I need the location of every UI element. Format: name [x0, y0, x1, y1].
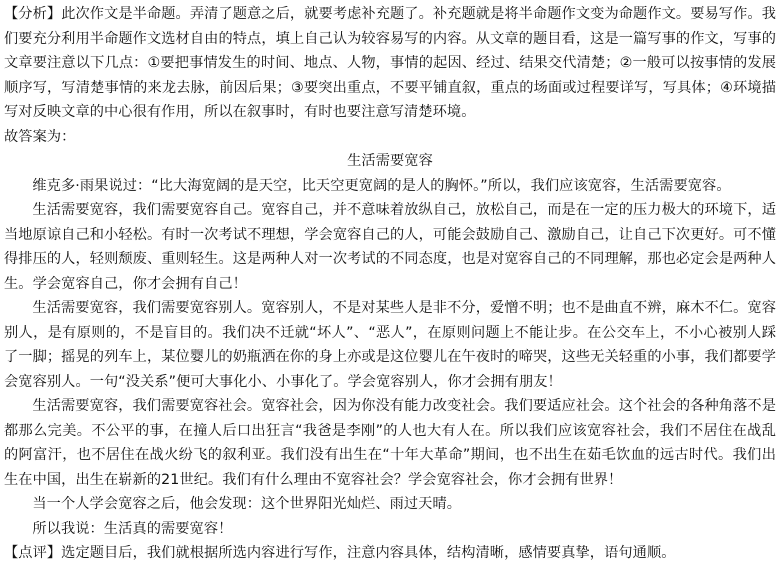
comment-label: 【点评】: [4, 545, 62, 561]
essay-paragraph-3: 生活需要宽容，我们需要宽容别人。宽容别人，不是对某些人是非不分，爱憎不明；也不是曲直不辨，麻木不仁。宽容别人，是有原则的，不是盲目的。我们决不迁就“坏人”、“恶人”，在原则问题上不能让步。在公交车上，不小心被别人踩了一脚；摇晃的列车上，某位婴儿的奶瓶洒在你的身上亦或是这位婴儿在午夜时的啼哭，这些无关轻重的小事，我们都要学会宽容别人。一句“没关系”便可大事化小、小事化了。学会宽容别人，你才会拥有朋友！: [4, 300, 776, 390]
analysis-paragraph: [4, 2, 776, 125]
essay-paragraph-4: 生活需要宽容，我们需要宽容社会。宽容社会，因为你没有能力改变社会。我们要适应社会。这个社会的各种角落不是都那么完美。不公平的事，在撞人后口出狂言“我爸是李刚”的人也大有人在。所以我们应该宽容社会，我们不居住在战乱的阿富汗，也不居住在战火纷飞的叙利亚。我们没有出生在“十年大革命”期间，也不出生在茹毛饮血的远古时代。我们出生在中国，出生在崭新的21世纪。我们有什么理由不宽容社会？学会宽容社会，你才会拥有世界！: [4, 398, 776, 488]
essay-paragraph-5: 当一个人学会宽容之后，他会发现：这个世界阳光灿烂、雨过天晴。: [32, 496, 462, 512]
answer-label: 故答案为：: [4, 128, 76, 145]
essay-title: 生活需要宽容: [347, 153, 433, 169]
essay-paragraph-6: 所以我说：生活真的需要宽容！: [32, 520, 233, 537]
essay-paragraph-2: 生活需要宽容，我们需要宽容自己。宽容自己，并不意味着放纵自己，放松自己，而是在一定的压力极大的环境下，适当地原谅自己和小轻松。有时一次考试不理想，学会宽容自己的人，可能会鼓励自己、激励自己，让自己下次更好。可不懂得排压的人，轻则颓废、重则轻生。这是两种人对一次考试的不同态度，也是对宽容自己的不同理解，那也必定会是两种人生。学会宽容自己，你才会拥有自己！: [4, 202, 776, 292]
analysis-label: 【分析】: [4, 6, 62, 22]
analysis-text: 此次作文是半命题。弄清了题意之后，就要考虑补充题了。补充题就是将半命题作文变为命题作文。要易写作。我们要充分利用半命题作文选材自由的特点，填上自己认为较容易写的内容。从文章的题目看，这是一篇写事的作文，写事的文章要注意以下几点：①要把事情发生的时间、地点、人物，事情的起因、经过、结果交代清楚；②一般可以按事情的发展顺序写，写清楚事情的来龙去脉，前因后果；③要突出重点，不要平铺直叙，重点的场面或过程要详写，写具体；④环境描写对反映文章的中心很有作用，所以在叙事时，有时也要注意写清楚环境。: [4, 6, 776, 120]
essay-paragraph-1: 维克多·雨果说过：“比大海宽阔的是天空，比天空更宽阔的是人的胸怀。”所以，我们应该宽容，生活需要宽容。: [32, 177, 731, 194]
comment-text: 选定题目后，我们就根据所选内容进行写作，注意内容具体，结构清晰，感情要真挚，语句通顺。: [61, 545, 676, 561]
comment-paragraph: [4, 541, 776, 566]
